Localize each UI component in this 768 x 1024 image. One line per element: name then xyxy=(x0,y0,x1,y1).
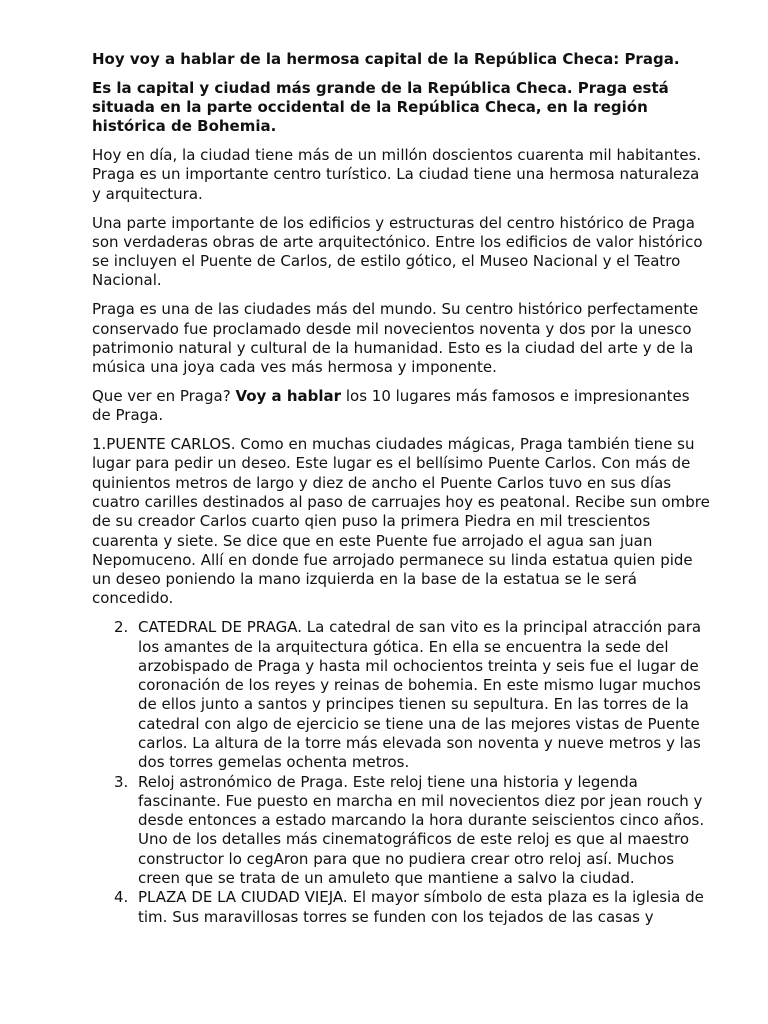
list-number: 2. xyxy=(114,618,129,637)
title-line: Hoy voy a hablar de la hermosa capital de la República Checa: Praga. xyxy=(92,50,680,68)
question-start: Que ver en Praga? xyxy=(92,386,236,405)
list-item-text: PLAZA DE LA CIUDAD VIEJA. El mayor símbolo de esta plaza es la iglesia de tim. Sus maravillosas torres se funden con los tejados de las casas y xyxy=(138,888,704,926)
paragraph-population: Hoy en día, la ciudad tiene más de un millón doscientos cuarenta mil habitantes. Praga es un importante centro turístico. La ciudad tiene una hermosa naturaleza y arquitectura. xyxy=(92,146,702,203)
list-number: 3. xyxy=(114,772,129,791)
question-paragraph xyxy=(92,387,712,426)
question-bold: Voy a hablar xyxy=(235,386,342,405)
list-item xyxy=(92,773,712,889)
question-end: los 10 lugares más famosos e impresionantes de Praga. xyxy=(92,386,690,425)
intro-paragraph: Es la capital y ciudad más grande de la República Checa. Praga está situada en la parte occidental de la República Checa, en la región histórica de Bohemia. xyxy=(92,78,669,136)
list-item-text: Reloj astronómico de Praga. Este reloj tiene una historia y legenda fascinante. Fue puesto en marcha en mil novecientos diez por jean rouch y desde entonces a estado marcando la hora durante seiscientos cinco años. Uno de los detalles más cinematográficos de este reloj es que al maestro constructor lo cegAron para que no pudiera crear otro reloj así. Muchos creen que se trata de un amuleto que mantiene a salvo la ciudad. xyxy=(138,772,705,888)
paragraph-architecture: Una parte importante de los edificios y estructuras del centro histórico de Praga son verdaderas obras de arte arquitectónico. Entre los edificios de valor histórico se incluyen el Puente de Carlos, de estilo gótico, el Museo Nacional y el Teatro Nacional. xyxy=(92,213,703,290)
list-item xyxy=(92,618,712,772)
list-item-text: CATEDRAL DE PRAGA. La catedral de san vito es la principal atracción para los amantes de la arquitectura gótica. En ella se encuentra la sede del arzobispado de Praga y hasta mil ochocientos treinta y seis fue el lugar de coronación de los reyes y reinas de bohemia. En este mismo lugar muchos de ellos junto a santos y principes tienen su sepultura. En las torres de la catedral con algo de ejercicio se tiene una de las mejores vistas de Puente carlos. La altura de la torre más elevada son noventa y nueve metros y las dos torres gemelas ochenta metros. xyxy=(138,618,702,772)
item-puente-carlos: 1.PUENTE CARLOS. Como en muchas ciudades mágicas, Praga también tiene su lugar para pedir un deseo. Este lugar es el bellísimo Puente Carlos. Con más de quinientos metros de largo y diez de ancho el Puente Carlos tuvo en sus días cuatro carilles destinados al paso de carruajes hoy es peatonal. Recibe sun ombre de su creador Carlos cuarto qien puso la primera Piedra en mil trescientos cuarenta y siete. Se dice que en este Puente fue arrojado el agua san juan Nepomuceno. Allí en donde fue arrojado permanece su linda estatua quien pide un deseo poniendo la mano izquierda en la base de la estatua se le será concedido. xyxy=(92,435,710,608)
list-item xyxy=(92,888,712,927)
list-number: 4. xyxy=(114,888,129,907)
paragraph-unesco: Praga es una de las ciudades más del mundo. Su centro histórico perfectamente conservado fue proclamado desde mil novecientos noventa y dos por la unesco patrimonio natural y cultural de la humanidad. Esto es la ciudad del arte y de la música una joya cada ves más hermosa y imponente. xyxy=(92,300,699,377)
numbered-list xyxy=(92,618,712,927)
document-page xyxy=(92,50,712,927)
